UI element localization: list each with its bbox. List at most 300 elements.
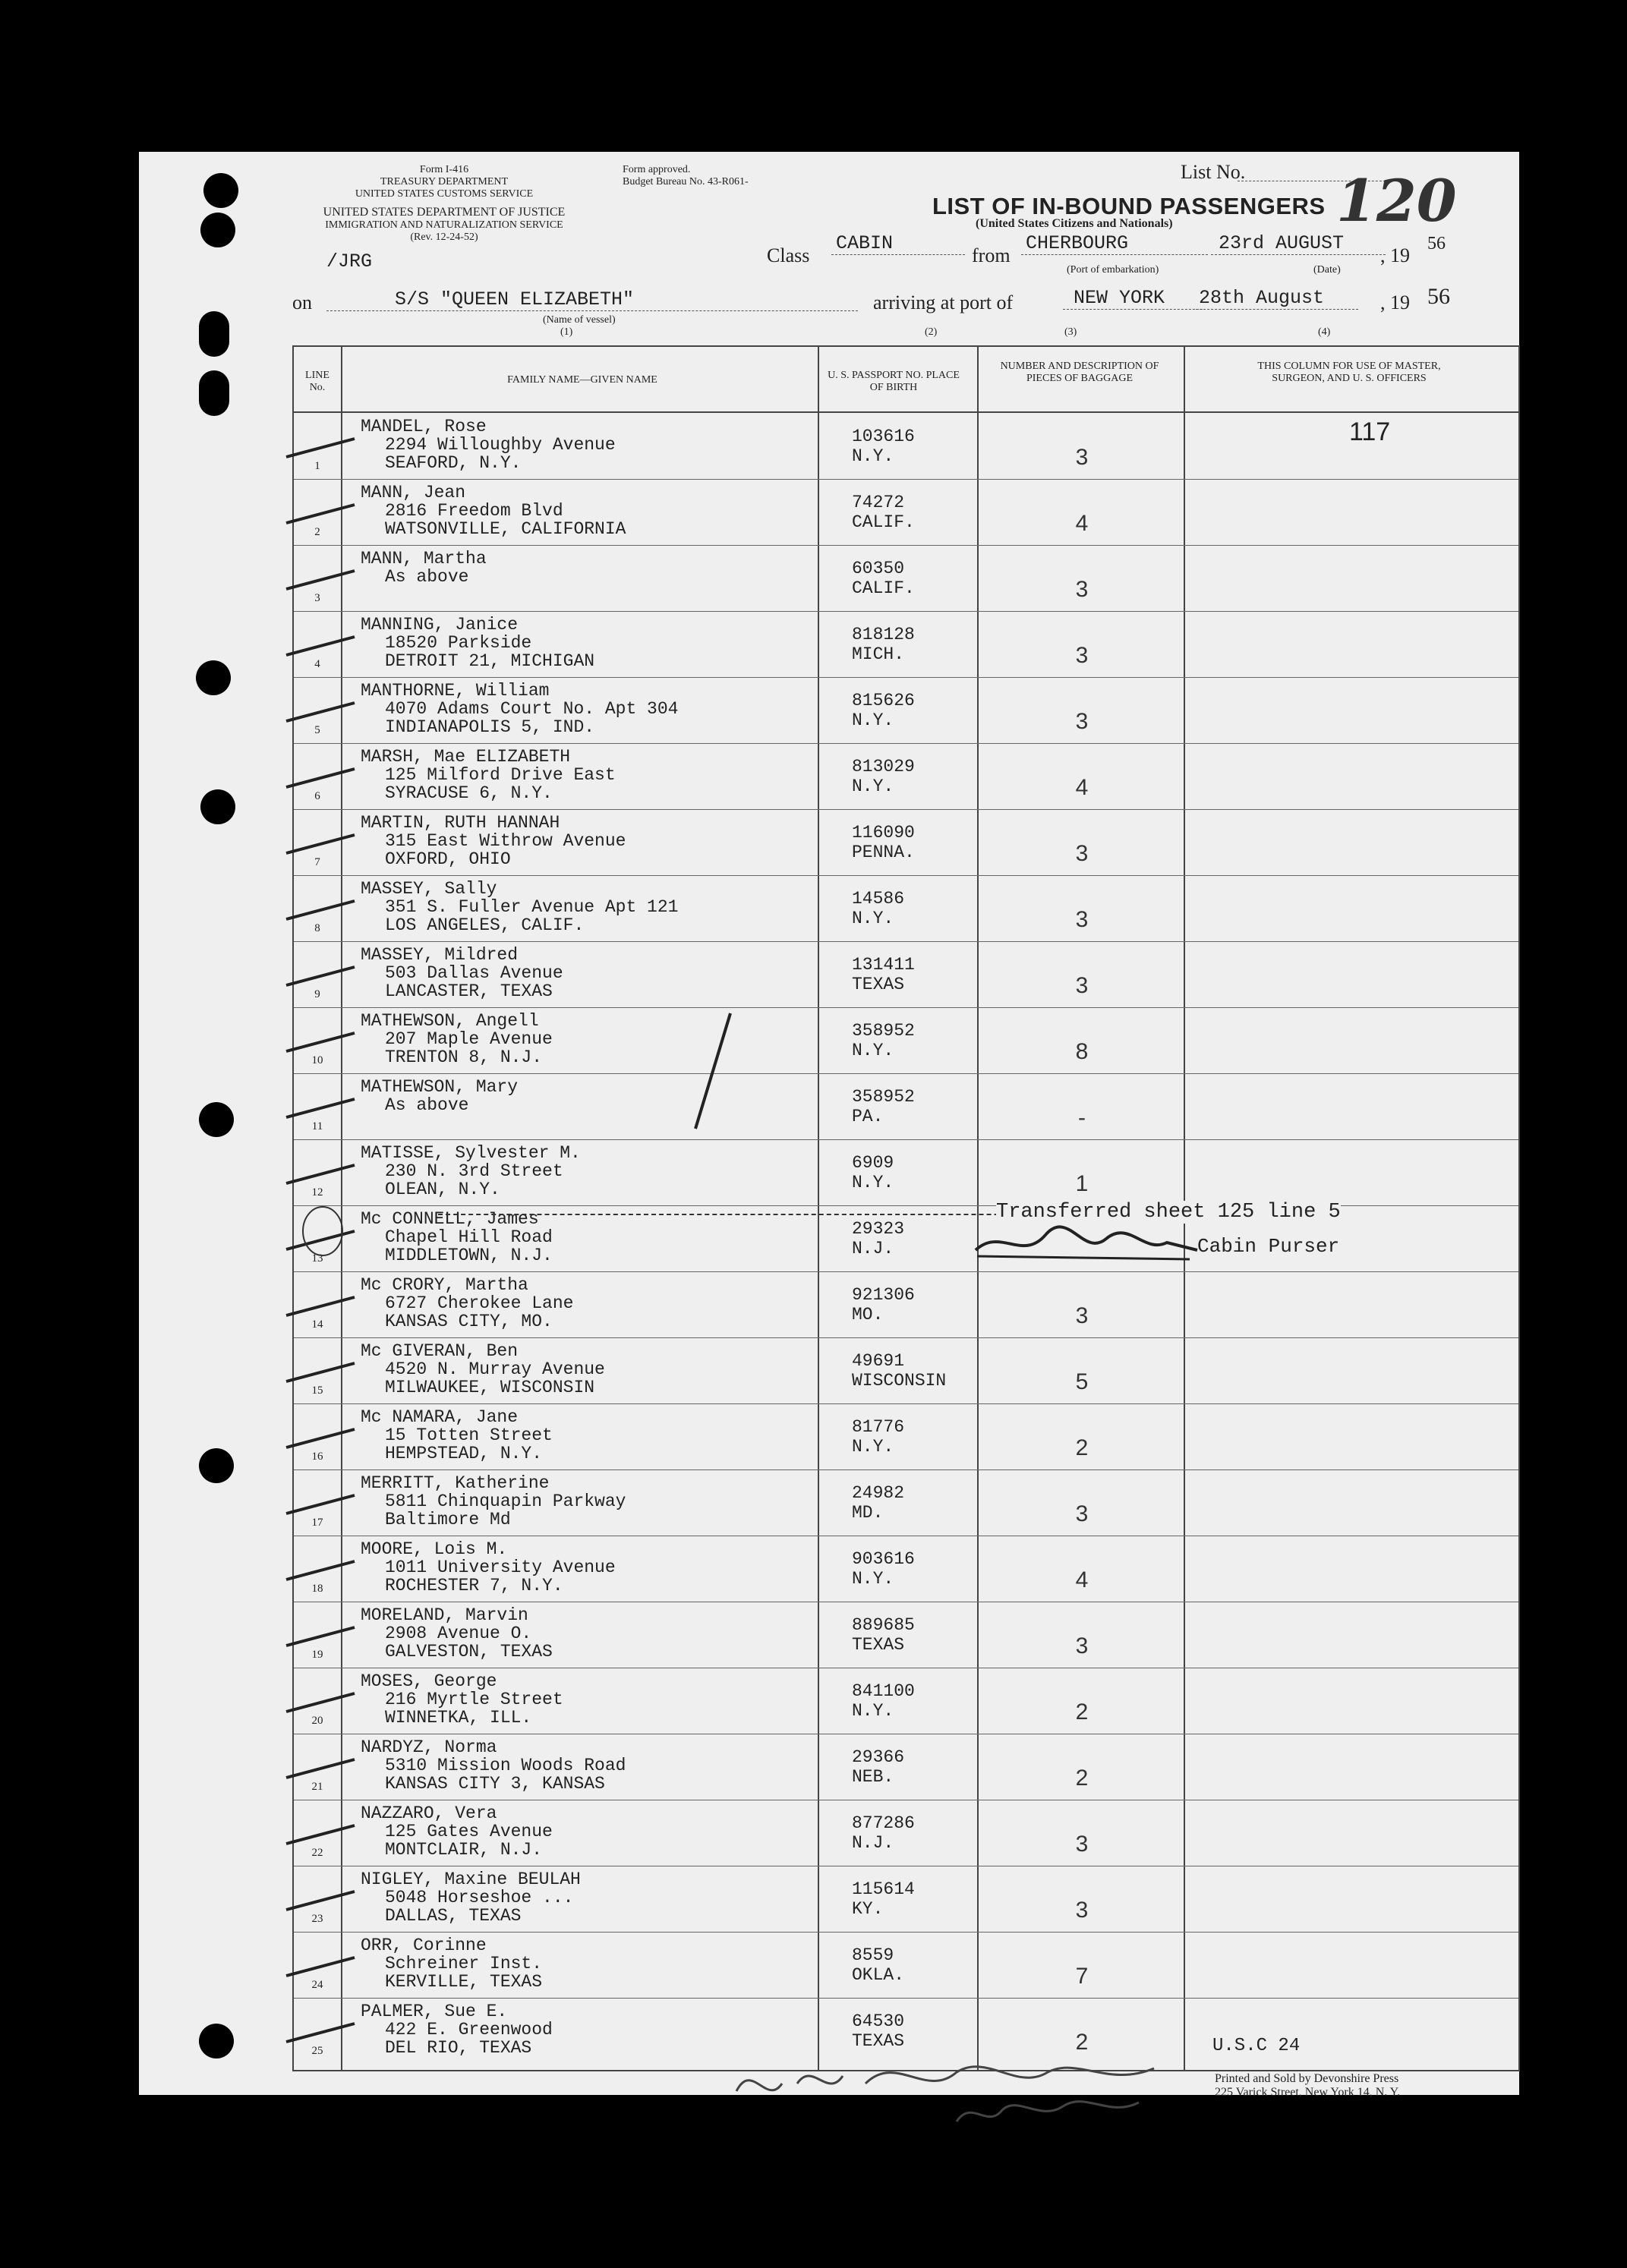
col-3-caption: (3)	[1064, 326, 1077, 338]
list-no-label: List No.	[1181, 161, 1246, 183]
address-line-2: MILWAUKEE, WISCONSIN	[385, 1378, 595, 1397]
check-tick-mark	[282, 1690, 358, 1713]
baggage-count: 3	[1075, 1898, 1089, 1923]
passenger-name: Mc NAMARA, Jane	[361, 1407, 519, 1427]
address-line-1: 2294 Willoughby Avenue	[385, 435, 616, 455]
passport-number: 903616	[852, 1549, 915, 1569]
line-number: 21	[311, 1781, 323, 1793]
baggage-count: 3	[1075, 1501, 1089, 1526]
header-line-no: LINE No.	[305, 370, 329, 393]
transfer-note: Transferred sheet 125 line 5	[996, 1201, 1341, 1224]
place-of-birth: N.Y.	[852, 710, 894, 730]
check-tick-mark	[282, 964, 358, 987]
row-divider	[294, 1073, 1518, 1074]
place-of-birth: OKLA.	[852, 1965, 905, 1985]
passenger-name: ORR, Corinne	[361, 1936, 487, 1955]
address-line-1: 5811 Chinquapin Parkway	[385, 1492, 626, 1511]
passenger-name: NIGLEY, Maxine BEULAH	[361, 1870, 581, 1889]
passenger-name: NARDYZ, Norma	[361, 1737, 497, 1757]
printer-line-2: 225 Varick Street, New York 14, N. Y.	[1215, 2086, 1401, 2099]
check-tick-mark	[282, 2021, 358, 2043]
arriving-year-prefix: , 19	[1380, 291, 1410, 313]
address-line-2: KANSAS CITY, MO.	[385, 1312, 553, 1331]
baggage-count: -	[1078, 1105, 1086, 1130]
revision: (Rev. 12-24-52)	[410, 232, 478, 243]
passenger-name: Mc CRORY, Martha	[361, 1275, 528, 1295]
passport-number: 115614	[852, 1879, 915, 1899]
port-caption: (Port of embarkation)	[1067, 264, 1159, 276]
address-line-2: Baltimore Md	[385, 1510, 511, 1529]
address-line-2: GALVESTON, TEXAS	[385, 1642, 553, 1662]
from-date: 23rd AUGUST	[1211, 232, 1386, 255]
list-number: 120	[1336, 167, 1457, 235]
passport-cell	[852, 757, 915, 796]
baggage-count: 4	[1075, 775, 1089, 800]
address-line-2: KANSAS CITY 3, KANSAS	[385, 1774, 605, 1794]
address-line-1: 230 N. 3rd Street	[385, 1161, 563, 1181]
table-row	[294, 1668, 1518, 1734]
line-number: 19	[311, 1649, 323, 1661]
line-number: 17	[311, 1517, 323, 1529]
from-port: CHERBOURG	[1021, 232, 1208, 255]
punch-hole	[199, 1448, 234, 1483]
passenger-name: MANNING, Janice	[361, 615, 519, 635]
row-divider	[294, 809, 1518, 810]
check-tick-mark	[282, 1822, 358, 1845]
passenger-name: MOSES, George	[361, 1671, 497, 1691]
passport-cell	[852, 1747, 904, 1787]
passport-number: 877286	[852, 1813, 915, 1833]
baggage-count: 3	[1075, 907, 1089, 932]
col-2-caption: (2)	[925, 326, 938, 338]
table-row	[294, 743, 1518, 809]
form-subtitle: (United States Citizens and Nationals)	[976, 217, 1173, 230]
row-divider	[294, 875, 1518, 876]
punch-hole	[199, 311, 229, 357]
address-line-1: 422 E. Greenwood	[385, 2020, 553, 2040]
place-of-birth: TEXAS	[852, 1635, 905, 1655]
line-number: 13	[311, 1252, 323, 1265]
on-label: on	[292, 291, 312, 313]
line-number: 23	[311, 1913, 323, 1925]
place-of-birth: N.J.	[852, 1239, 894, 1258]
address-line-2: WINNETKA, ILL.	[385, 1708, 532, 1728]
check-tick-mark	[282, 1294, 358, 1317]
passport-number: 131411	[852, 955, 915, 975]
baggage-count: 4	[1075, 511, 1089, 536]
address-line-1: 4070 Adams Court No. Apt 304	[385, 699, 679, 719]
table-row	[294, 611, 1518, 677]
passport-number: 8559	[852, 1945, 894, 1965]
table-row	[294, 1932, 1518, 1998]
line-number: 5	[314, 724, 320, 736]
passport-number: 74272	[852, 493, 905, 512]
place-of-birth: N.Y.	[852, 1173, 894, 1192]
punch-hole	[196, 660, 231, 695]
punch-hole	[203, 173, 238, 208]
passport-number: 813029	[852, 757, 915, 776]
passport-cell	[852, 823, 915, 862]
justice-dept: UNITED STATES DEPARTMENT OF JUSTICE	[323, 206, 566, 219]
row-divider	[294, 1139, 1518, 1140]
arriving-date: 28th August	[1196, 287, 1358, 310]
passenger-name: MARSH, Mae ELIZABETH	[361, 747, 571, 767]
baggage-count: 1	[1075, 1171, 1089, 1196]
check-tick-mark	[282, 766, 358, 789]
date-caption: (Date)	[1313, 264, 1341, 276]
punch-hole	[199, 370, 229, 416]
passport-number: 358952	[852, 1087, 915, 1107]
address-line-1: 5048 Horseshoe ...	[385, 1888, 574, 1907]
address-line-1: 1011 University Avenue	[385, 1558, 616, 1577]
passport-cell	[852, 1417, 904, 1457]
check-tick-mark	[282, 1955, 358, 1977]
row-divider	[294, 941, 1518, 942]
address-line-1: 6727 Cherokee Lane	[385, 1293, 574, 1313]
address-line-1: 5310 Mission Woods Road	[385, 1756, 626, 1775]
address-line-1: 4520 N. Murray Avenue	[385, 1359, 605, 1379]
address-line-2: DETROIT 21, MICHIGAN	[385, 651, 595, 671]
passenger-name: MANN, Martha	[361, 549, 487, 569]
passport-number: 358952	[852, 1021, 915, 1041]
passenger-table	[292, 345, 1520, 2071]
line-number: 3	[314, 592, 320, 604]
arriving-year: 56	[1427, 284, 1450, 309]
passport-cell	[852, 1615, 915, 1655]
pen-mark	[685, 1007, 746, 1136]
table-row	[294, 1536, 1518, 1602]
officer-signature	[729, 2046, 1215, 2137]
passport-cell	[852, 1087, 915, 1126]
punch-hole	[199, 1102, 234, 1137]
passenger-name: PALMER, Sue E.	[361, 2002, 508, 2021]
row-divider	[294, 611, 1518, 612]
address-line-2: LOS ANGELES, CALIF.	[385, 915, 585, 935]
baggage-count: 3	[1075, 445, 1089, 470]
address-line-2: DEL RIO, TEXAS	[385, 2038, 532, 2058]
passenger-name: Mc GIVERAN, Ben	[361, 1341, 519, 1361]
address-line-1: 18520 Parkside	[385, 633, 532, 653]
address-line-1: 2816 Freedom Blvd	[385, 501, 563, 521]
ins: IMMIGRATION AND NATURALIZATION SERVICE	[325, 219, 563, 231]
check-tick-mark	[282, 1888, 358, 1911]
passport-number: 29366	[852, 1747, 905, 1767]
address-line-2: OLEAN, N.Y.	[385, 1180, 500, 1199]
line-number: 18	[311, 1583, 323, 1595]
place-of-birth: N.Y.	[852, 776, 894, 796]
check-tick-mark	[282, 1162, 358, 1185]
budget-bureau: Budget Bureau No. 43-R061-	[623, 176, 749, 187]
check-tick-mark	[282, 832, 358, 855]
passport-cell	[852, 1219, 904, 1258]
passport-cell	[852, 1879, 915, 1919]
class-value: CABIN	[831, 232, 965, 255]
check-tick-mark	[282, 1096, 358, 1119]
line-number: 6	[314, 790, 320, 802]
place-of-birth: N.Y.	[852, 1437, 894, 1457]
address-line-2: SYRACUSE 6, N.Y.	[385, 783, 553, 803]
passenger-name: MARTIN, RUTH HANNAH	[361, 813, 560, 833]
check-tick-mark	[282, 898, 358, 921]
punch-hole	[199, 2024, 234, 2059]
table-row	[294, 1337, 1518, 1403]
passport-cell	[852, 955, 915, 994]
passenger-name: MATISSE, Sylvester M.	[361, 1143, 581, 1163]
passport-number: 24982	[852, 1483, 905, 1503]
table-row	[294, 809, 1518, 875]
form-approved: Form approved.	[623, 164, 691, 175]
passport-cell	[852, 1351, 946, 1391]
passport-cell	[852, 493, 915, 532]
passport-number: 49691	[852, 1351, 905, 1371]
passport-cell	[852, 1813, 915, 1853]
vessel-name: S/S "QUEEN ELIZABETH"	[326, 288, 858, 311]
passport-cell	[852, 1483, 904, 1523]
place-of-birth: N.Y.	[852, 1569, 894, 1589]
table-row	[294, 1734, 1518, 1800]
address-line-2: OXFORD, OHIO	[385, 849, 511, 869]
passport-cell	[852, 1945, 904, 1985]
address-line-1: As above	[385, 567, 469, 587]
row-divider	[294, 1007, 1518, 1008]
passport-number: 64530	[852, 2011, 905, 2031]
baggage-count: 2	[1075, 1699, 1089, 1725]
place-of-birth: N.Y.	[852, 1701, 894, 1721]
address-line-2: HEMPSTEAD, N.Y.	[385, 1444, 543, 1463]
check-tick-mark	[282, 1558, 358, 1581]
baggage-count: 5	[1075, 1369, 1089, 1394]
passport-cell	[852, 1021, 915, 1060]
line-number: 2	[314, 526, 320, 538]
table-row	[294, 677, 1518, 743]
passport-cell	[852, 559, 915, 598]
place-of-birth: PENNA.	[852, 843, 915, 862]
line-number: 4	[314, 658, 320, 670]
baggage-count: 3	[1075, 973, 1089, 998]
punch-hole	[200, 789, 235, 824]
row-divider	[294, 677, 1518, 678]
address-line-1: 351 S. Fuller Avenue Apt 121	[385, 897, 679, 917]
from-year: 56	[1427, 234, 1446, 254]
address-line-1: 207 Maple Avenue	[385, 1029, 553, 1049]
passport-number: 921306	[852, 1285, 915, 1305]
place-of-birth: NEB.	[852, 1767, 894, 1787]
passport-number: 889685	[852, 1615, 915, 1635]
arriving-port: NEW YORK	[1063, 287, 1203, 310]
place-of-birth: N.Y.	[852, 446, 894, 466]
check-tick-mark	[282, 436, 358, 458]
passenger-name: NAZZARO, Vera	[361, 1803, 497, 1823]
address-line-2: INDIANAPOLIS 5, IND.	[385, 717, 595, 737]
punch-hole	[200, 213, 235, 247]
row-divider	[294, 743, 1518, 744]
class-label: Class	[767, 244, 810, 266]
line-number: 24	[311, 1979, 323, 1991]
passport-cell	[852, 1549, 915, 1589]
address-line-2: DALLAS, TEXAS	[385, 1906, 522, 1926]
passport-number: 29323	[852, 1219, 905, 1239]
address-line-2: TRENTON 8, N.J.	[385, 1047, 543, 1067]
baggage-count: 2	[1075, 1766, 1089, 1791]
place-of-birth: MO.	[852, 1305, 884, 1325]
passenger-name: MASSEY, Mildred	[361, 945, 519, 965]
address-line-2: ROCHESTER 7, N.Y.	[385, 1576, 563, 1595]
line-number: 7	[314, 856, 320, 868]
check-tick-mark	[282, 700, 358, 723]
address-line-1: 125 Milford Drive East	[385, 765, 616, 785]
baggage-count: 2	[1075, 2030, 1089, 2055]
place-of-birth: MICH.	[852, 644, 905, 664]
from-year-prefix: , 19	[1380, 244, 1410, 266]
place-of-birth: CALIF.	[852, 578, 915, 598]
table-row	[294, 1866, 1518, 1932]
baggage-count: 3	[1075, 1303, 1089, 1328]
vessel-caption: (Name of vessel)	[543, 314, 616, 326]
baggage-count: 3	[1075, 577, 1089, 602]
cabin-purser: Cabin Purser	[1197, 1235, 1340, 1258]
address-line-1: 2908 Avenue O.	[385, 1624, 532, 1643]
circle-mark	[294, 1201, 347, 1262]
baggage-count: 4	[1075, 1567, 1089, 1592]
place-of-birth: CALIF.	[852, 512, 915, 532]
passenger-name: MERRITT, Katherine	[361, 1473, 550, 1493]
place-of-birth: TEXAS	[852, 975, 905, 994]
passenger-name: MASSEY, Sally	[361, 879, 497, 899]
address-line-1: As above	[385, 1095, 469, 1115]
row-divider	[294, 1469, 1518, 1470]
header-officers: THIS COLUMN FOR USE OF MASTER, SURGEON, AND U. S. OFFICERS	[1257, 361, 1441, 384]
address-line-1: 216 Myrtle Street	[385, 1690, 563, 1709]
passport-number: 6909	[852, 1153, 894, 1173]
table-row	[294, 1271, 1518, 1337]
passenger-name: MANDEL, Rose	[361, 417, 487, 436]
officer-remark: 117	[1349, 417, 1391, 446]
line-number: 15	[311, 1384, 323, 1397]
form-title: LIST OF IN-BOUND PASSENGERS	[932, 193, 1326, 219]
customs-service: UNITED STATES CUSTOMS SERVICE	[355, 188, 534, 200]
line-number: 9	[314, 988, 320, 1000]
clerk-initials: /JRG	[326, 250, 373, 272]
passport-cell	[852, 1681, 915, 1721]
header-passport: U. S. PASSPORT NO. PLACE OF BIRTH	[828, 370, 960, 393]
passport-cell	[852, 1153, 894, 1192]
row-divider	[294, 1932, 1518, 1933]
passport-cell	[852, 889, 904, 928]
address-line-2: MIDDLETOWN, N.J.	[385, 1246, 553, 1265]
check-tick-mark	[282, 568, 358, 591]
header-baggage: NUMBER AND DESCRIPTION OF PIECES OF BAGGAGE	[1000, 361, 1159, 384]
baggage-count: 3	[1075, 709, 1089, 734]
place-of-birth: KY.	[852, 1899, 884, 1919]
table-row	[294, 1800, 1518, 1866]
baggage-count: 7	[1075, 1964, 1089, 1989]
address-line-2: WATSONVILLE, CALIFORNIA	[385, 519, 626, 539]
baggage-count: 3	[1075, 1832, 1089, 1857]
table-row	[294, 1139, 1518, 1205]
address-line-2: SEAFORD, N.Y.	[385, 453, 522, 473]
address-line-1: 315 East Withrow Avenue	[385, 831, 626, 851]
header-name: FAMILY NAME—GIVEN NAME	[507, 374, 657, 386]
place-of-birth: MD.	[852, 1503, 884, 1523]
place-of-birth: N.J.	[852, 1833, 894, 1853]
address-line-1: Chapel Hill Road	[385, 1227, 553, 1247]
baggage-count: 8	[1075, 1039, 1089, 1064]
col-4-caption: (4)	[1318, 326, 1331, 338]
table-row	[294, 1073, 1518, 1139]
passenger-name: MANN, Jean	[361, 483, 466, 502]
treasury-dept: TREASURY DEPARTMENT	[380, 176, 509, 187]
passenger-name: Mc CONNELL, James	[361, 1209, 539, 1229]
row-divider	[294, 1271, 1518, 1272]
place-of-birth: TEXAS	[852, 2031, 905, 2051]
address-line-1: 15 Totten Street	[385, 1425, 553, 1445]
check-tick-mark	[282, 1360, 358, 1383]
table-row	[294, 875, 1518, 941]
passport-cell	[852, 427, 915, 466]
line-number: 22	[311, 1847, 323, 1859]
passport-number: 60350	[852, 559, 905, 578]
passport-number: 841100	[852, 1681, 915, 1701]
form-number: Form I-416	[419, 164, 469, 175]
passenger-name: MOORE, Lois M.	[361, 1539, 508, 1559]
line-number: 16	[311, 1451, 323, 1463]
purser-signature	[970, 1220, 1205, 1273]
row-divider	[294, 545, 1518, 546]
address-line-2: KERVILLE, TEXAS	[385, 1972, 543, 1992]
line-number: 8	[314, 922, 320, 934]
check-tick-mark	[282, 1492, 358, 1515]
passport-cell	[852, 691, 915, 730]
address-line-1: 125 Gates Avenue	[385, 1822, 553, 1841]
passenger-name: MATHEWSON, Angell	[361, 1011, 539, 1031]
col-1-caption: (1)	[560, 326, 573, 338]
passenger-name: MATHEWSON, Mary	[361, 1077, 519, 1097]
check-tick-mark	[282, 1624, 358, 1647]
arriving-label: arriving at port of	[873, 291, 1014, 313]
check-tick-mark	[282, 1426, 358, 1449]
row-divider	[294, 1403, 1518, 1404]
passport-number: 81776	[852, 1417, 905, 1437]
line-number: 12	[311, 1186, 323, 1199]
row-divider	[294, 1998, 1518, 1999]
line-number: 11	[311, 1120, 323, 1132]
check-tick-mark	[282, 634, 358, 657]
place-of-birth: WISCONSIN	[852, 1371, 947, 1391]
line-number: 14	[311, 1318, 323, 1331]
from-label: from	[972, 244, 1011, 266]
passport-number: 14586	[852, 889, 905, 909]
place-of-birth: PA.	[852, 1107, 884, 1126]
baggage-count: 3	[1075, 1633, 1089, 1658]
passport-number: 103616	[852, 427, 915, 446]
row-divider	[294, 479, 1518, 480]
table-row	[294, 413, 1518, 479]
row-divider	[294, 1337, 1518, 1338]
table-row	[294, 1007, 1518, 1073]
baggage-count: 3	[1075, 643, 1089, 668]
passport-cell	[852, 625, 915, 664]
passport-number: 116090	[852, 823, 915, 843]
place-of-birth: N.Y.	[852, 909, 894, 928]
baggage-count: 3	[1075, 841, 1089, 866]
address-line-1: 503 Dallas Avenue	[385, 963, 563, 983]
table-row	[294, 545, 1518, 611]
line-number: 20	[311, 1715, 323, 1727]
line-number: 10	[311, 1054, 323, 1066]
officer-remark: U.S.C 24	[1212, 2036, 1301, 2056]
passport-cell	[852, 1285, 915, 1325]
line-number: 1	[314, 460, 320, 472]
